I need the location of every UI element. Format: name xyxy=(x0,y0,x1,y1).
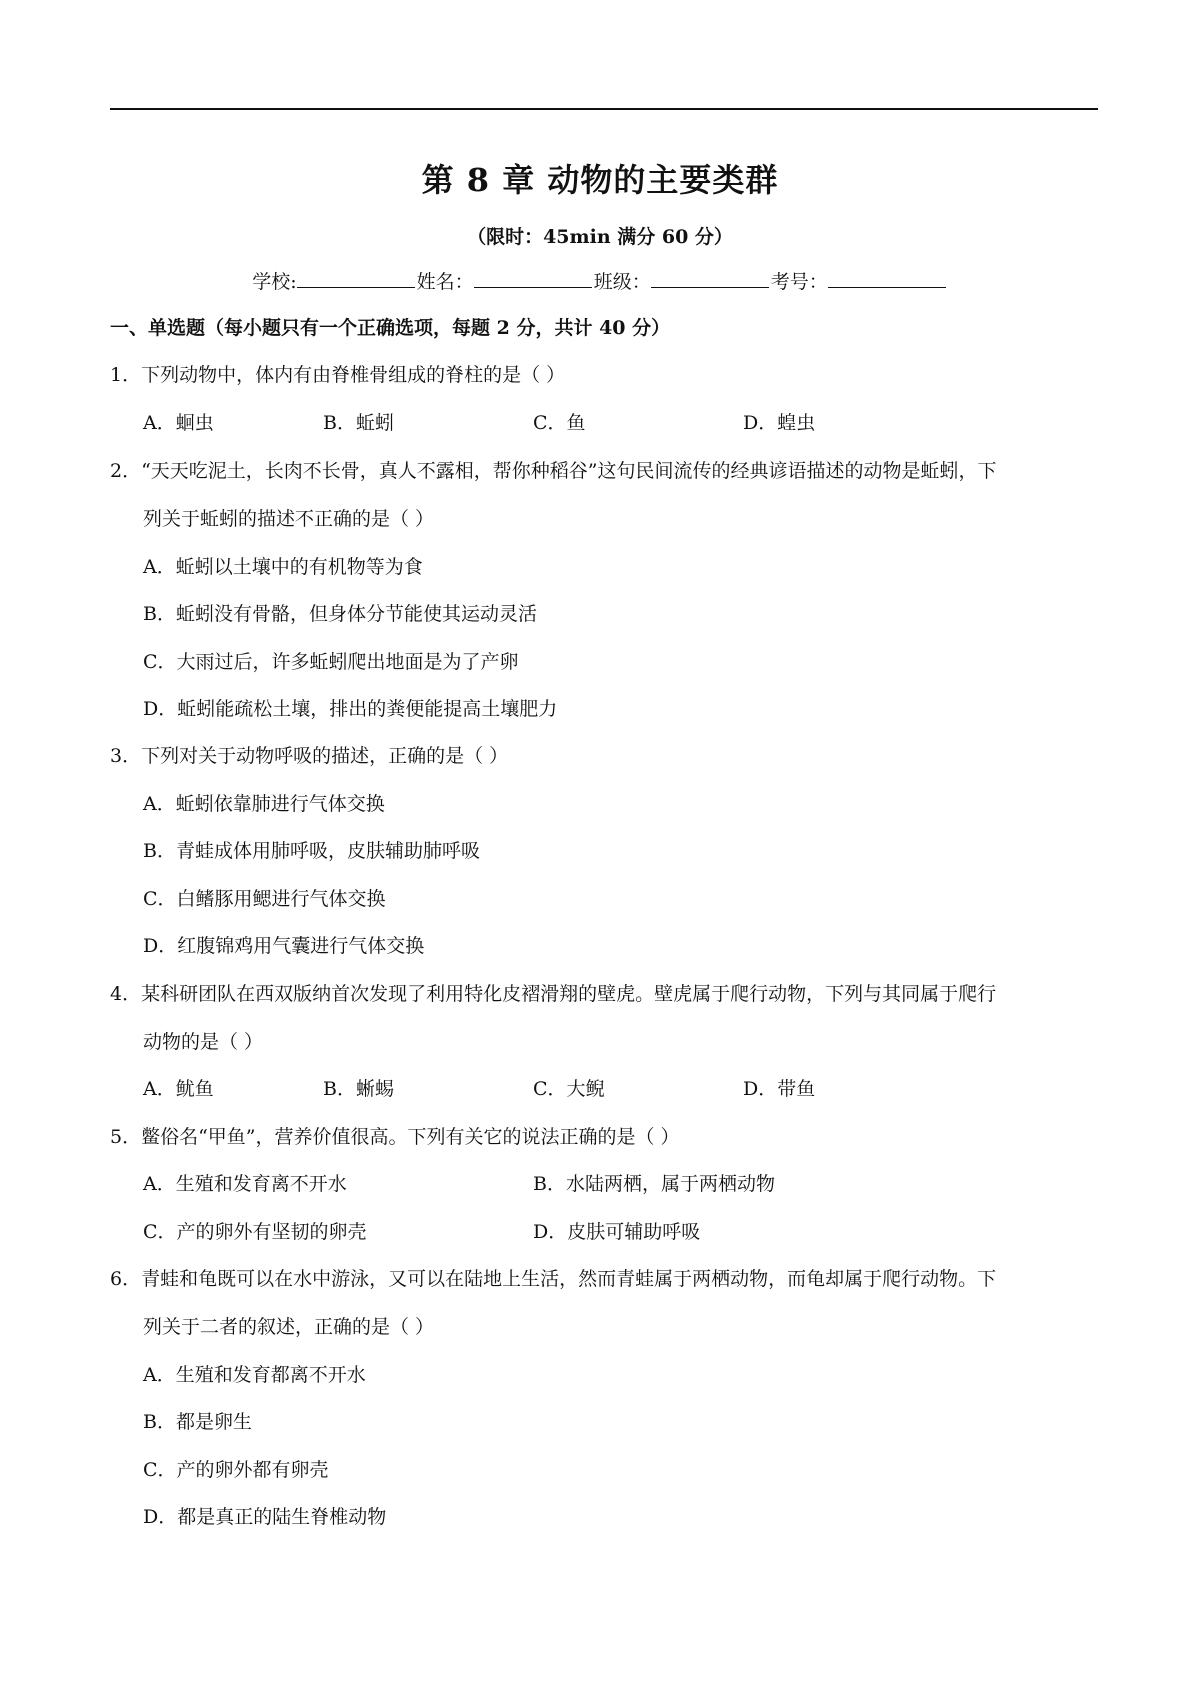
question-4-stem-line-2: 动物的是（ ） xyxy=(143,1031,264,1053)
question-3-option-a[interactable]: A．蚯蚓依靠肺进行气体交换 xyxy=(143,793,385,815)
question-1-option-d[interactable]: D．蝗虫 xyxy=(743,412,816,434)
question-3-stem: 3．下列对关于动物呼吸的描述，正确的是（ ） xyxy=(110,745,509,767)
student-info-line xyxy=(0,267,1200,294)
question-3-option-b[interactable]: B．青蛙成体用肺呼吸，皮肤辅助肺呼吸 xyxy=(143,840,480,862)
exam-number-blank[interactable] xyxy=(828,269,946,288)
question-4-option-a[interactable]: A．鱿鱼 xyxy=(143,1078,214,1100)
question-1-stem: 1．下列动物中，体内有由脊椎骨组成的脊柱的是（ ） xyxy=(110,364,566,386)
question-4-option-b[interactable]: B．蜥蜴 xyxy=(323,1078,394,1100)
question-5-option-a[interactable]: A．生殖和发育离不开水 xyxy=(143,1173,347,1195)
header-rule xyxy=(110,108,1098,110)
name-field[interactable] xyxy=(417,267,594,294)
school-blank[interactable] xyxy=(297,269,415,288)
question-2-option-d[interactable]: D．蚯蚓能疏松土壤，排出的粪便能提高土壤肥力 xyxy=(143,698,558,720)
class-blank[interactable] xyxy=(651,269,769,288)
page-title: 第 8 章 动物的主要类群 xyxy=(421,161,779,199)
question-2-option-a[interactable]: A．蚯蚓以土壤中的有机物等为食 xyxy=(143,556,423,578)
question-2-stem-line-2: 列关于蚯蚓的描述不正确的是（ ） xyxy=(143,508,435,530)
question-1-option-c[interactable]: C．鱼 xyxy=(533,412,586,434)
question-1-option-a[interactable]: A．蛔虫 xyxy=(143,412,214,434)
question-4-stem-line-1: 4．某科研团队在西双版纳首次发现了利用特化皮褶滑翔的壁虎。壁虎属于爬行动物，下列与其同属于爬行 xyxy=(110,983,997,1005)
school-field[interactable] xyxy=(252,267,416,294)
name-label: 姓名： xyxy=(416,271,474,293)
question-5-option-d[interactable]: D．皮肤可辅助呼吸 xyxy=(533,1221,701,1243)
page-subtitle: （限时：45min 满分 60 分） xyxy=(467,226,733,248)
question-3-option-c[interactable]: C．白鳍豚用鳃进行气体交换 xyxy=(143,888,386,910)
school-label: 学校: xyxy=(252,271,297,293)
question-6-option-c[interactable]: C．产的卵外都有卵壳 xyxy=(143,1459,329,1481)
question-5-stem: 5．鳖俗名“甲鱼”，营养价值很高。下列有关它的说法正确的是（ ） xyxy=(110,1126,680,1148)
question-5-option-c[interactable]: C．产的卵外有坚韧的卵壳 xyxy=(143,1221,367,1243)
exam-number-field[interactable] xyxy=(771,267,948,294)
question-4-option-c[interactable]: C．大鲵 xyxy=(533,1078,605,1100)
question-3-option-d[interactable]: D．红腹锦鸡用气囊进行气体交换 xyxy=(143,935,425,957)
question-2-option-c[interactable]: C．大雨过后，许多蚯蚓爬出地面是为了产卵 xyxy=(143,651,519,673)
question-1-option-b[interactable]: B．蚯蚓 xyxy=(323,412,394,434)
question-2-option-b[interactable]: B．蚯蚓没有骨骼，但身体分节能使其运动灵活 xyxy=(143,603,537,625)
class-label: 班级： xyxy=(593,271,651,293)
question-6-stem-line-1: 6．青蛙和龟既可以在水中游泳，又可以在陆地上生活，然而青蛙属于两栖动物，而龟却属于爬行动物。下 xyxy=(110,1268,997,1290)
name-blank[interactable] xyxy=(474,269,592,288)
question-4-option-d[interactable]: D．带鱼 xyxy=(743,1078,816,1100)
question-6-option-d[interactable]: D．都是真正的陆生脊椎动物 xyxy=(143,1506,387,1528)
exam-number-label: 考号： xyxy=(770,271,828,293)
class-field[interactable] xyxy=(594,267,771,294)
section-heading: 一、单选题（每小题只有一个正确选项，每题 2 分，共计 40 分） xyxy=(110,317,671,339)
question-5-option-b[interactable]: B．水陆两栖，属于两栖动物 xyxy=(533,1173,775,1195)
question-6-stem-line-2: 列关于二者的叙述，正确的是（ ） xyxy=(143,1316,435,1338)
question-2-stem-line-1: 2．“天天吃泥土，长肉不长骨，真人不露相，帮你种稻谷”这句民间流传的经典谚语描述的动物是蚯蚓，下 xyxy=(110,460,997,482)
question-6-option-a[interactable]: A．生殖和发育都离不开水 xyxy=(143,1364,366,1386)
question-6-option-b[interactable]: B．都是卵生 xyxy=(143,1411,252,1433)
